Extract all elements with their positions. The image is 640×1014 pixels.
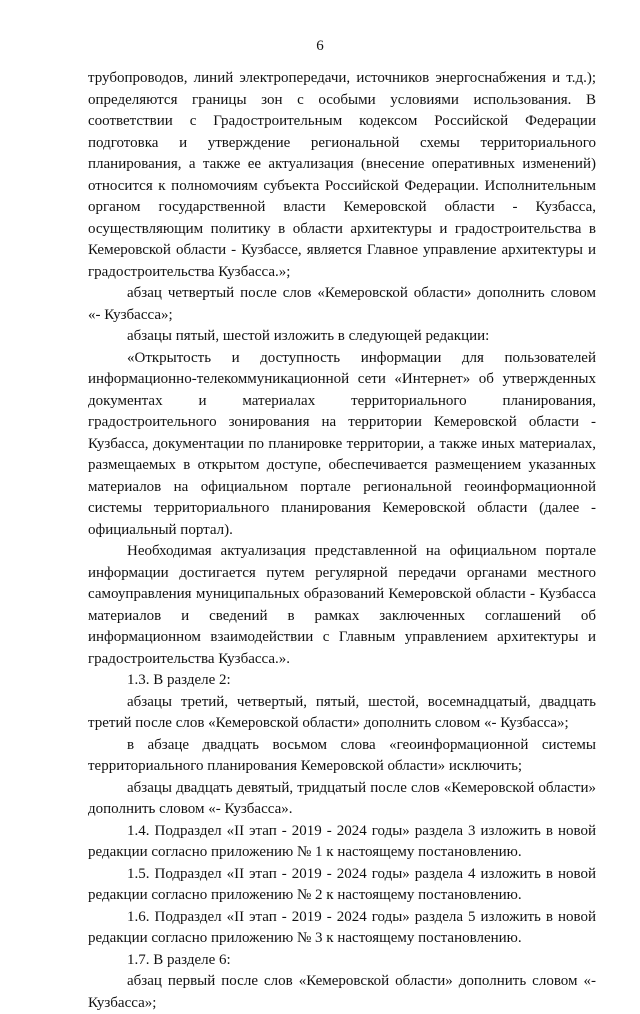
paragraph: 1.3. В разделе 2: — [127, 672, 231, 688]
paragraph: абзац первый после слов «Кемеровской области» дополнить словом «- Кузбасса»; — [88, 973, 596, 1011]
paragraph: 1.4. Подраздел «II этап - 2019 - 2024 годы» раздела 3 изложить в новой редакции согласно приложению № 1 к настоящему постановлению. — [88, 822, 596, 860]
paragraph: в абзаце двадцать восьмом слова «геоинформационной системы территориального планирования Кемеровской области» исключить; — [88, 736, 596, 774]
paragraph: Необходимая актуализация представленной на официальном портале информации достигается путем регулярной передачи органами местного самоуправления муниципальных образований Кемеровской области - Кузбасса материалов и сведений в рамках заключенных соглашений об информационном взаимодействии с Главным управлением архитектуры и градостроительства Кузбасса.». — [88, 543, 596, 667]
paragraph: 1.6. Подраздел «II этап - 2019 - 2024 годы» раздела 5 изложить в новой редакции согласно приложению № 3 к настоящему постановлению. — [88, 908, 596, 946]
paragraph: «Открытость и доступность информации для пользователей информационно-телекоммуникационной сети «Интернет» об утвержденных документах и материалах территориального планирования, градостроительного зонирования на территории Кемеровской области - Кузбасса, документации по планировке территории, а также иных материалах, размещаемых в открытом доступе, обеспечивается размещением указанных материалов на официальном портале региональной геоинформационной системы территориального планирования Кемеровской области (далее - официальный портал). — [88, 349, 596, 538]
paragraph: абзац четвертый после слов «Кемеровской области» дополнить словом «- Кузбасса»; — [88, 285, 596, 323]
paragraph: 1.7. В разделе 6: — [127, 951, 231, 968]
paragraph: трубопроводов, линий электропередачи, источников энергоснабжения и т.д.); определяются границы зон с особыми условиями использования. В соответствии с Градостроительным кодексом Российской Федерации подготовка и утверждение региональной схемы территориального планирования, а также ее актуализация (внесение оперативных изменений) относится к полномочиям субъекта Российской Федерации. Исполнительным органом государственной власти Кемеровской области - Кузбасса, осуществляющим политику в области архитектуры и градостроительства в Кемеровской области - Кузбассе, является Главное управление архитектуры и градостроительства Кузбасса.»; — [88, 70, 596, 280]
paragraph: абзацы пятый, шестой изложить в следующей редакции: — [127, 328, 490, 344]
paragraph: абзацы третий, четвертый, пятый, шестой, восемнадцатый, двадцать третий после слов «Кемеровской области» дополнить словом «- Кузбасса»; — [88, 693, 596, 731]
page-number: 6 — [316, 38, 324, 54]
paragraph: 1.5. Подраздел «II этап - 2019 - 2024 годы» раздела 4 изложить в новой редакции согласно приложению № 2 к настоящему постановлению. — [88, 865, 596, 903]
document-body — [88, 68, 596, 1014]
paragraph: абзацы двадцать девятый, тридцатый после слов «Кемеровской области» дополнить словом «- Кузбасса». — [88, 779, 596, 817]
